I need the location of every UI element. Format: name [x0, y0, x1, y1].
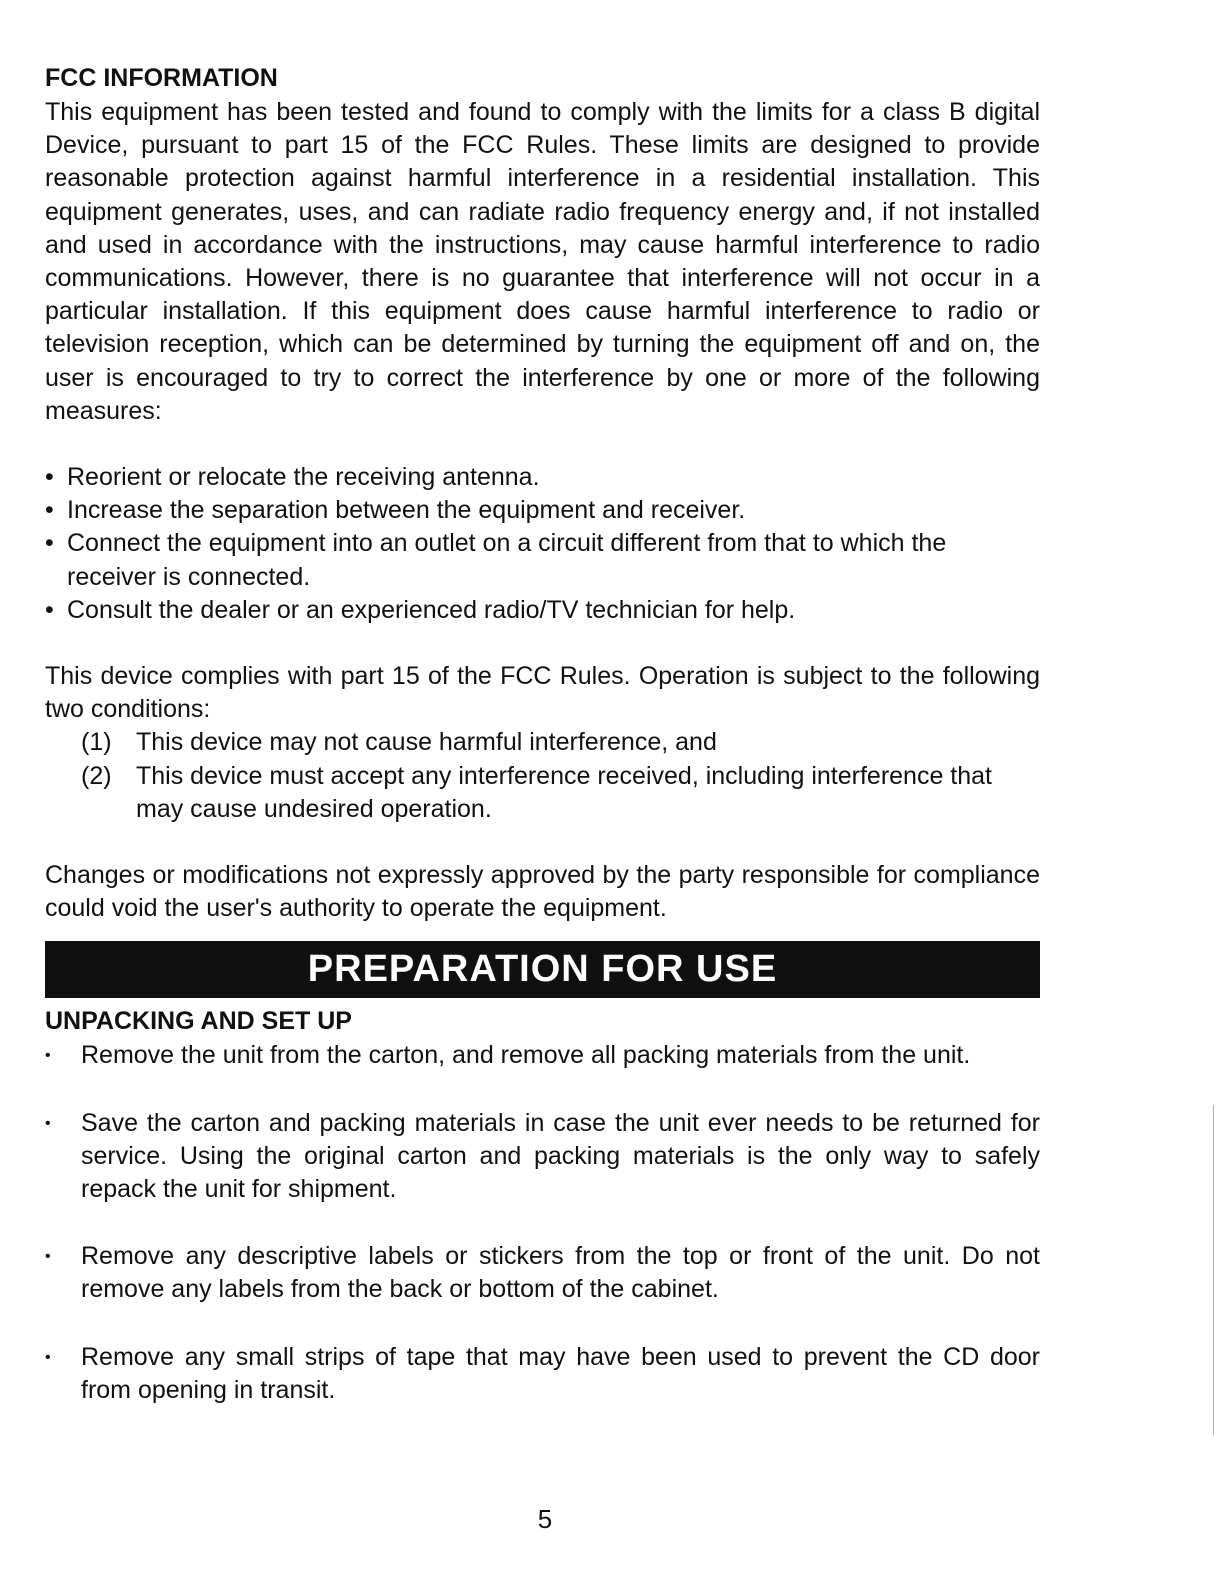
condition-text: This device may not cause harmful interference, and: [136, 728, 717, 757]
fcc-body-text: This equipment has been tested and found to comply with the limits for a class B digital Device, pursuant to part 15 of the FCC Rules. These limits are designed to provide reasonable protection against harmful interference in a residential installation. This equipment generates, uses, and can radiate radio frequency energy and, if not installed and used in accordance with the instructions, may cause harmful interference to radio communications. However, there is no guarantee that interference will not occur in a particular installation. If this equipment does cause harmful interference to radio or television reception, which can be determined by turning the equipment off and on, the user is encouraged to try to correct the interference by one or more of the following measures:: [45, 98, 1040, 425]
unpack-text: Remove the unit from the carton, and remove all packing materials from the unit.: [81, 1041, 971, 1070]
measure-text: Consult the dealer or an experienced radio/TV technician for help.: [67, 595, 796, 624]
bullet-icon: •: [45, 463, 54, 492]
list-item: [45, 494, 1040, 527]
measure-text: Connect the equipment into an outlet on a circuit different from that to which the receiver is connected.: [67, 529, 947, 591]
unpacking-heading: UNPACKING AND SET UP: [45, 1007, 352, 1036]
unpack-text: Remove any small strips of tape that may have been used to prevent the CD door from opening in transit.: [81, 1342, 1040, 1404]
list-item: [45, 1240, 1040, 1306]
list-item: [45, 1107, 1040, 1207]
banner-title: PREPARATION FOR USE: [307, 948, 778, 991]
manual-page: [45, 62, 1040, 1407]
bullet-icon: •: [45, 496, 54, 525]
section-banner: [45, 941, 1040, 998]
fcc-heading: FCC INFORMATION: [45, 64, 278, 92]
list-item: [45, 594, 1040, 627]
bullet-icon: •: [45, 595, 54, 624]
list-item: [45, 527, 1040, 593]
conditions-list: [45, 726, 1040, 826]
bullet-icon: •: [45, 1348, 51, 1366]
list-item: [45, 1341, 1040, 1407]
measure-text: Reorient or relocate the receiving antenna.: [67, 463, 540, 492]
page-number: 5: [537, 1504, 553, 1534]
unpack-text: Save the carton and packing materials in case the unit ever needs to be returned for service. Using the original carton and packing materials is the only way to safely repack the unit for shipment.: [81, 1108, 1040, 1204]
condition-number: (1): [81, 728, 112, 757]
fcc-measures-list: [45, 461, 1040, 627]
bullet-icon: •: [45, 1114, 51, 1132]
compliance-intro: This device complies with part 15 of the FCC Rules. Operation is subject to the following two conditions:: [45, 662, 1040, 724]
condition-number: (2): [81, 761, 112, 790]
changes-note: Changes or modifications not expressly approved by the party responsible for compliance could void the user's authority to operate the equipment.: [45, 861, 1040, 923]
bullet-icon: •: [45, 1248, 51, 1266]
unpacking-list: [45, 1039, 1040, 1407]
list-item: [45, 1039, 1040, 1072]
condition-text: This device must accept any interference received, including interference that may cause undesired operation.: [136, 761, 993, 823]
measure-text: Increase the separation between the equipment and receiver.: [67, 496, 746, 525]
bullet-icon: •: [45, 1047, 51, 1065]
condition-item: [45, 760, 1040, 826]
list-item: [45, 461, 1040, 494]
bullet-icon: •: [45, 529, 54, 558]
condition-item: [45, 726, 1040, 759]
scan-edge-line: [1213, 1105, 1214, 1435]
unpack-text: Remove any descriptive labels or stickers from the top or front of the unit. Do not remove any labels from the back or bottom of the cabinet.: [81, 1242, 1040, 1304]
